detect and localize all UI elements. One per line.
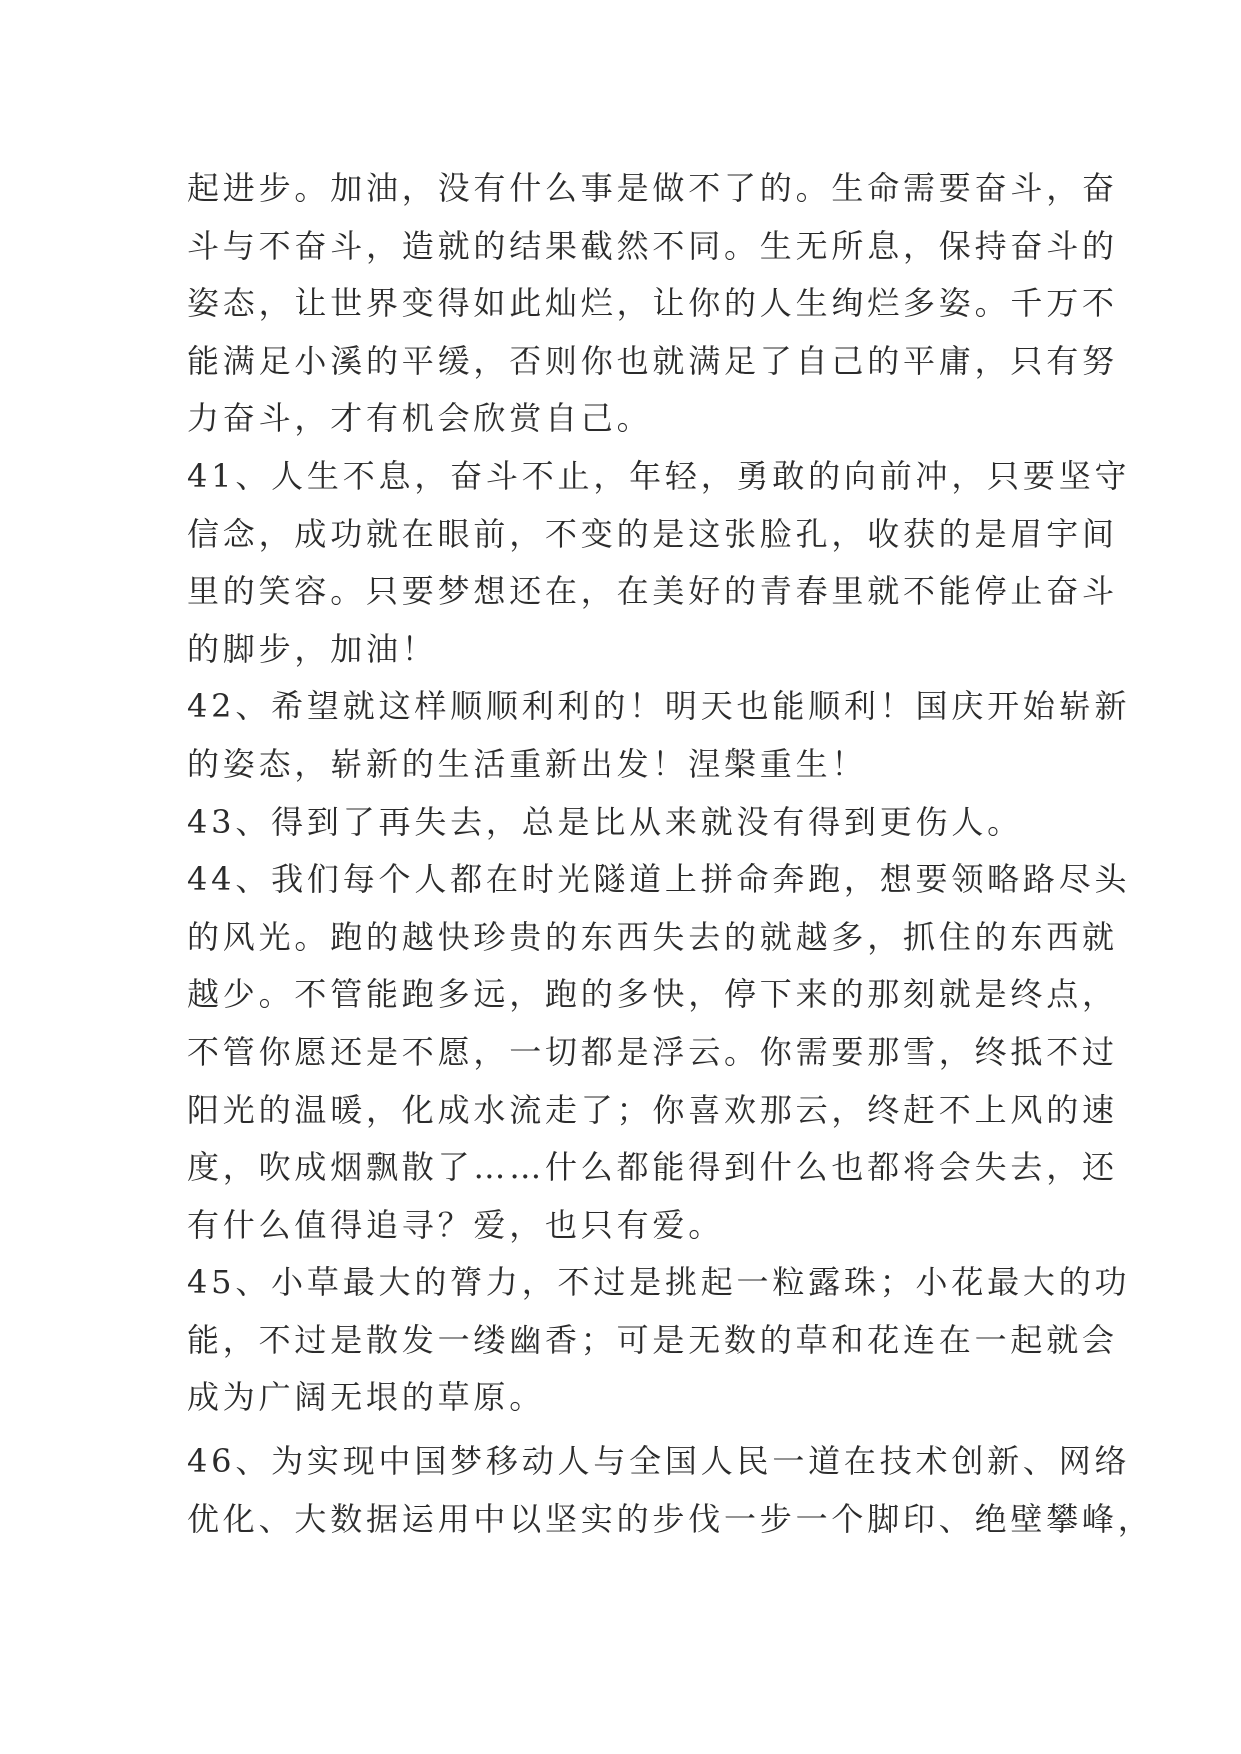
text-line: 起进步。加油，没有什么事是做不了的。生命需要奋斗，奋 (187, 169, 1118, 207)
text-line: 信念，成功就在眼前，不变的是这张脸孔，收获的是眉宇间 (187, 514, 1118, 553)
text-line: 越少。不管能跑多远，跑的多快，停下来的那刻就是终点， (187, 975, 1118, 1014)
text-line: 45、小草最大的膂力，不过是挑起一粒露珠；小花最大的功 (187, 1263, 1131, 1302)
text-line: 的姿态，崭新的生活重新出发！涅槃重生！ (187, 744, 868, 783)
text-line: 度，吹成烟飘散了……什么都能得到什么也都将会失去，还 (187, 1148, 1118, 1187)
text-line: 能满足小溪的平缓，否则你也就满足了自己的平庸，只有努 (187, 341, 1118, 380)
text-line: 41、人生不息，奋斗不止，年轻，勇敢的向前冲，只要坚守 (187, 456, 1131, 495)
text-line: 有什么值得追寻？爱，也只有爱。 (187, 1205, 725, 1244)
body-text (187, 160, 1154, 1548)
text-line: 力奋斗，才有机会欣赏自己。 (187, 399, 653, 438)
text-line: 姿态，让世界变得如此灿烂，让你的人生绚烂多姿。千万不 (187, 284, 1118, 323)
text-line: 成为广阔无垠的草原。 (187, 1378, 546, 1417)
text-line: 阳光的温暖，化成水流走了；你喜欢那云，终赶不上风的速 (187, 1090, 1118, 1129)
text-line: 的脚步，加油！ (187, 629, 438, 668)
text-line: 能，不过是散发一缕幽香；可是无数的草和花连在一起就会 (187, 1320, 1118, 1359)
text-line: 46、为实现中国梦移动人与全国人民一道在技术创新、网络 (187, 1442, 1131, 1481)
text-line: 里的笑容。只要梦想还在，在美好的青春里就不能停止奋斗 (187, 572, 1118, 611)
text-line: 43、得到了再失去，总是比从来就没有得到更伤人。 (187, 802, 1023, 841)
text-line: 优化、大数据运用中以坚实的步伐一步一个脚印、绝壁攀峰， (187, 1499, 1154, 1538)
text-line: 42、希望就这样顺顺利利的！明天也能顺利！国庆开始崭新 (187, 687, 1131, 726)
text-line: 44、我们每个人都在时光隧道上拼命奔跑，想要领略路尽头 (187, 860, 1131, 899)
text-line: 不管你愿还是不愿，一切都是浮云。你需要那雪，终抵不过 (187, 1032, 1118, 1071)
text-line: 的风光。跑的越快珍贵的东西失去的就越多，抓住的东西就 (187, 917, 1118, 956)
text-line: 斗与不奋斗，造就的结果截然不同。生无所息，保持奋斗的 (187, 226, 1118, 265)
